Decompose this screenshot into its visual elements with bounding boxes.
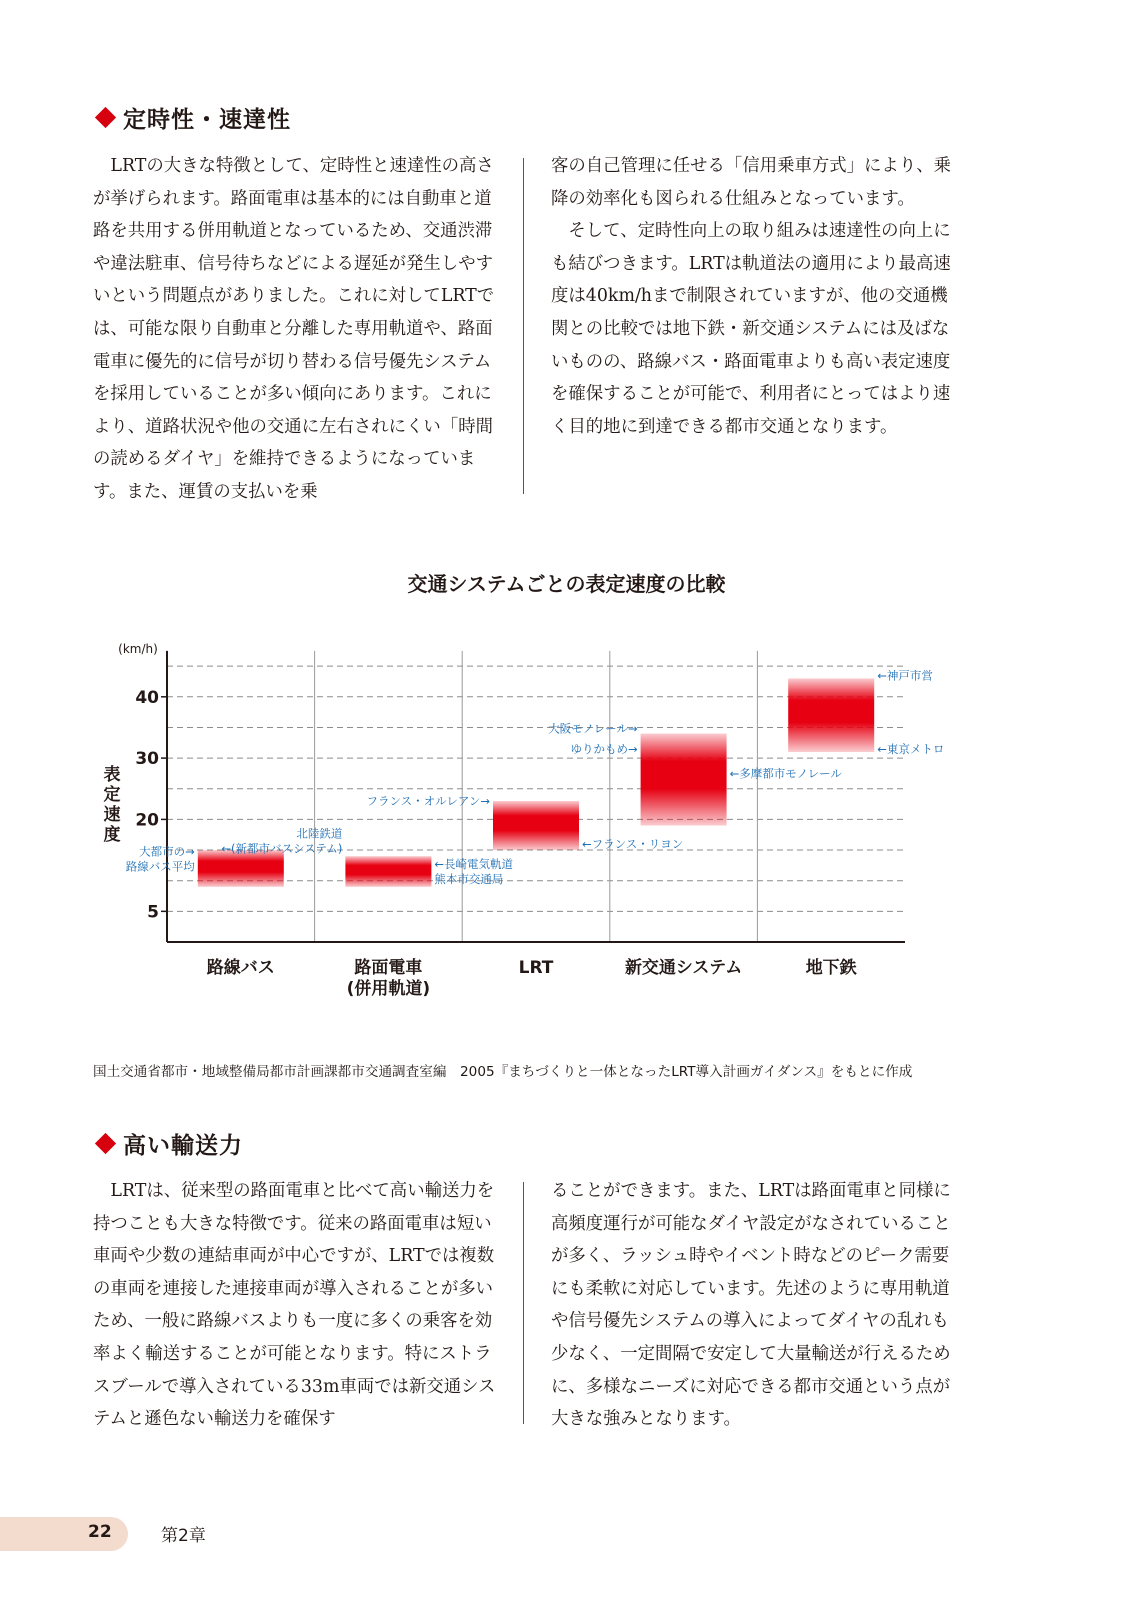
range-bar-4 (641, 734, 727, 826)
column-divider (523, 158, 524, 494)
diamond-bullet-icon (95, 107, 116, 128)
y-unit-label: (km/h) (118, 642, 158, 656)
y-axis-label-char: 定 (103, 785, 121, 805)
bar-annotation: ←(新都市バスシステム) (221, 841, 343, 856)
x-category-label: (併用軌道) (346, 979, 431, 999)
page-number: 22 (88, 1522, 112, 1542)
x-category-label: 路線バス (206, 958, 275, 978)
chart-source-note: 国土交通省都市・地域整備局都市計画課都市交通調査室編 2005『まちづくりと一体となったLRT導入計画ガイダンス』をもとに作成 (93, 1064, 913, 1080)
y-tick-label: 30 (135, 749, 159, 770)
y-tick-label: 5 (147, 902, 159, 923)
paragraph: LRTは、従来型の路面電車と比べて高い輸送力を持つことも大きな特徴です。従来の路面電車は短い車両や少数の連結車両が中心ですが、LRTでは複数の車両を連接した連接車両が導入されることが多いため、一般に路線バスよりも一度に多くの乗客を効率よく輸送することが可能となります。特にストラスブールで導入されている33m車両では新交通システムと遜色ない輸送力を確保す (93, 1181, 496, 1430)
bar-annotation: ←神戸市営 (877, 668, 933, 683)
section-heading-capacity (93, 1127, 243, 1160)
chapter-label: 第2章 (161, 1526, 206, 1546)
bar-annotation: ←フランス・リヨン (582, 836, 684, 851)
bar-annotation: ←長崎電気軌道 (434, 857, 514, 872)
y-tick-label: 40 (135, 687, 159, 708)
paragraph: 客の自己管理に任せる「信用乗車方式」により、乗降の効率化も図られる仕組みとなっています。 (551, 156, 951, 209)
paragraph: そして、定時性向上の取り組みは速達性の向上にも結びつきます。LRTは軌道法の適用により最高速度は40km/hまで制限されていますが、他の交通機関との比較では地下鉄・新交通システムには及ばないものの、路線バス・路面電車よりも高い表定速度を確保することが可能で、利用者にとってはより速く目的地に到達できる都市交通となります。 (551, 221, 951, 437)
x-category-label: 路面電車 (354, 958, 423, 978)
range-bar-3 (493, 801, 579, 850)
bar-annotation: 熊本市交通局 (434, 872, 504, 887)
range-bar-1 (198, 850, 284, 887)
y-axis-label-char: 速 (103, 805, 121, 825)
section2-right-column (551, 1175, 960, 1436)
paragraph: LRTの大きな特徴として、定時性と速達性の高さが挙げられます。路面電車は基本的には自動車と道路を共用する併用軌道となっているため、交通渋滞や違法駐車、信号待ちなどによる遅延が発生しやすいという問題点がありました。これに対してLRTでは、可能な限り自動車と分離した専用軌道や、路面電車に優先的に信号が切り替わる信号優先システムを採用していることが多い傾向にあります。これにより、道路状況や他の交通に左右されにくい「時間の読めるダイヤ」を維持できるようになっています。また、運賃の支払いを乗 (93, 156, 495, 502)
diamond-bullet-icon (95, 1133, 116, 1154)
bar-annotation: 大阪モノレール→ (548, 721, 638, 736)
column-divider (523, 1182, 524, 1424)
bar-annotation: ←東京メトロ (877, 741, 945, 756)
section-heading-text: 高い輸送力 (123, 1133, 243, 1159)
x-category-label: LRT (518, 958, 554, 978)
y-tick-label: 20 (135, 810, 159, 831)
y-axis-label-char: 表 (103, 765, 121, 785)
paragraph: ることができます。また、LRTは路面電車と同様に高頻度運行が可能なダイヤ設定がなされていることが多く、ラッシュ時やイベント時などのピーク需要にも柔軟に対応しています。先述のように専用軌道や信号優先システムの導入によってダイヤの乱れも少なく、一定間隔で安定して大量輸送が行えるために、多様なニーズに対応できる都市交通という点が大きな強みとなります。 (551, 1181, 951, 1430)
x-category-label: 地下鉄 (805, 958, 857, 978)
section1-left-column (93, 150, 502, 509)
chart-title: 交通システムごとの表定速度の比較 (407, 572, 726, 596)
x-category-label: 新交通システム (624, 958, 743, 978)
bar-annotation: ゆりかもめ→ (570, 741, 638, 756)
bar-annotation: ←多摩都市モノレール (729, 766, 842, 781)
y-axis-label-char: 度 (103, 825, 121, 845)
bar-annotation: 北陸鉄道 (296, 826, 343, 841)
bar-annotation: 大都市の→ (139, 844, 195, 859)
speed-comparison-chart (0, 630, 1133, 1010)
section-heading-punctuality (93, 101, 291, 134)
section1-right-column (551, 150, 960, 443)
bar-annotation: フランス・オルレアン→ (366, 794, 490, 809)
range-bar-2 (345, 856, 431, 887)
section-heading-text: 定時性・速達性 (123, 107, 291, 133)
range-bar-5 (788, 678, 874, 752)
section2-left-column (93, 1175, 502, 1436)
bar-annotation: 路線バス平均 (125, 859, 195, 874)
